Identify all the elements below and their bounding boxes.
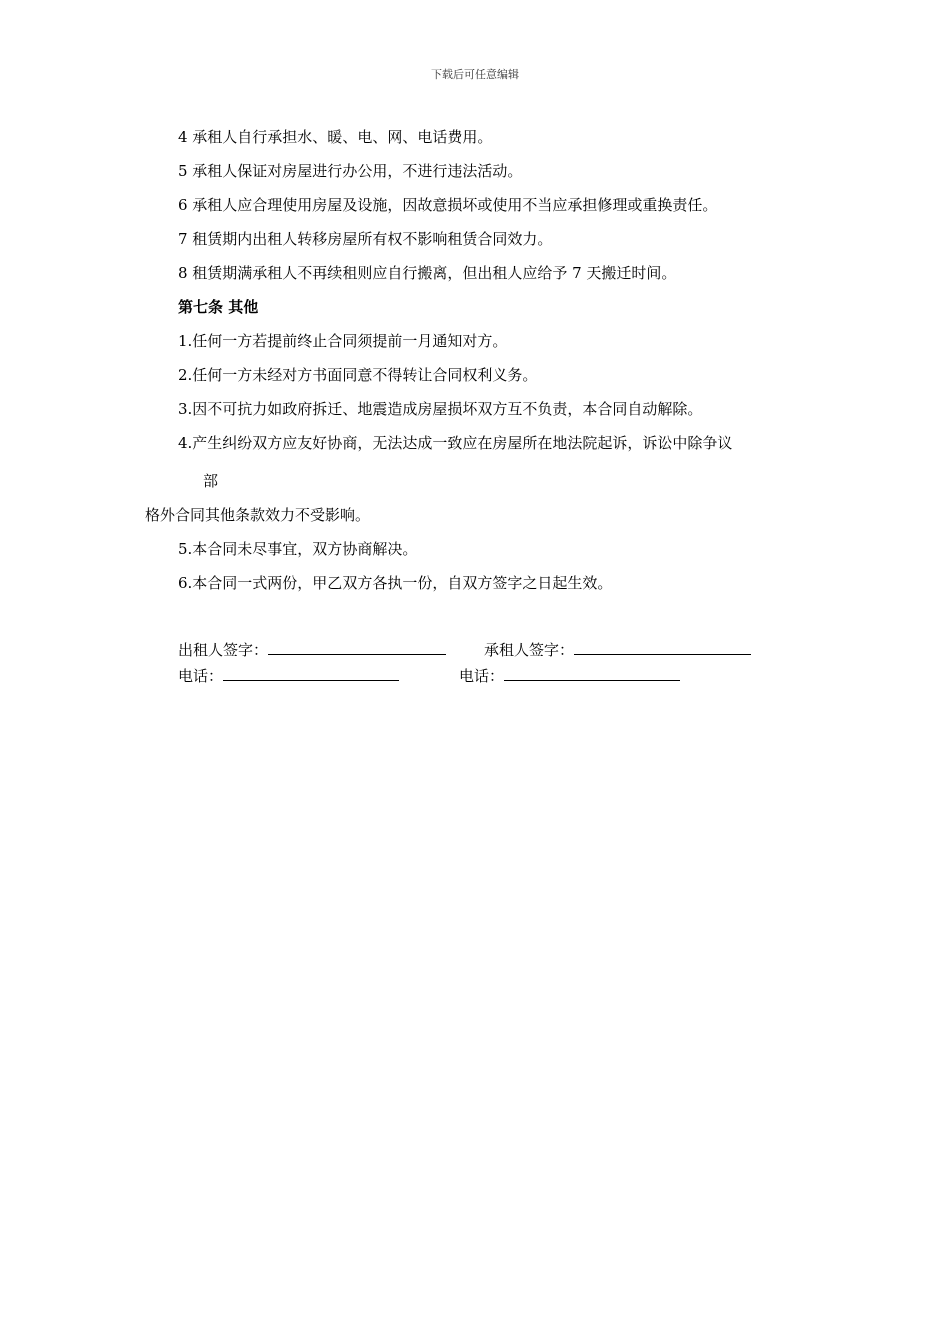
clause-item: 8 租赁期满承租人不再续租则应自行搬离，但出租人应给予 7 天搬迁时间。 — [178, 264, 677, 282]
clause-item: 7 租赁期内出租人转移房屋所有权不影响租赁合同效力。 — [178, 230, 553, 248]
clause-item: 6.本合同一式两份，甲乙双方各执一份，自双方签字之日起生效。 — [178, 574, 613, 592]
clause-item: 3.因不可抗力如政府拆迁、地震造成房屋损坏双方互不负责，本合同自动解除。 — [178, 400, 703, 418]
clause-item: 6 承租人应合理使用房屋及设施，因故意损坏或使用不当应承担修理或重换责任。 — [178, 196, 718, 214]
clause-item-continuation: 格外合同其他条款效力不受影响。 — [145, 506, 371, 524]
lessee-signature-field — [484, 640, 751, 660]
lessee-phone-field — [459, 666, 680, 686]
lessor-phone-label: 电话： — [178, 667, 224, 685]
lessor-phone-field — [178, 666, 399, 686]
lessee-signature-blank — [574, 640, 751, 655]
clause-item: 4 承租人自行承担水、暖、电、网、电话费用。 — [178, 128, 493, 146]
lessee-phone-blank — [504, 666, 680, 681]
lessor-signature-label: 出租人签字： — [178, 641, 269, 659]
clause-item: 2.任何一方未经对方书面同意不得转让合同权利义务。 — [178, 366, 538, 384]
section-heading: 第七条 其他 — [178, 298, 259, 316]
lessor-signature-field — [178, 640, 446, 660]
lessee-signature-label: 承租人签字： — [484, 641, 575, 659]
lessor-phone-blank — [223, 666, 399, 681]
clause-item: 1.任何一方若提前终止合同须提前一月通知对方。 — [178, 332, 508, 350]
page-header-note: 下载后可任意编辑 — [431, 68, 519, 81]
clause-item: 4.产生纠纷双方应友好协商，无法达成一致应在房屋所在地法院起诉，诉讼中除争议 — [178, 434, 733, 452]
lessee-phone-label: 电话： — [459, 667, 505, 685]
clause-item-continuation: 部 — [203, 472, 219, 490]
clause-item: 5.本合同未尽事宜，双方协商解决。 — [178, 540, 418, 558]
lessor-signature-blank — [268, 640, 446, 655]
clause-item: 5 承租人保证对房屋进行办公用，不进行违法活动。 — [178, 162, 523, 180]
